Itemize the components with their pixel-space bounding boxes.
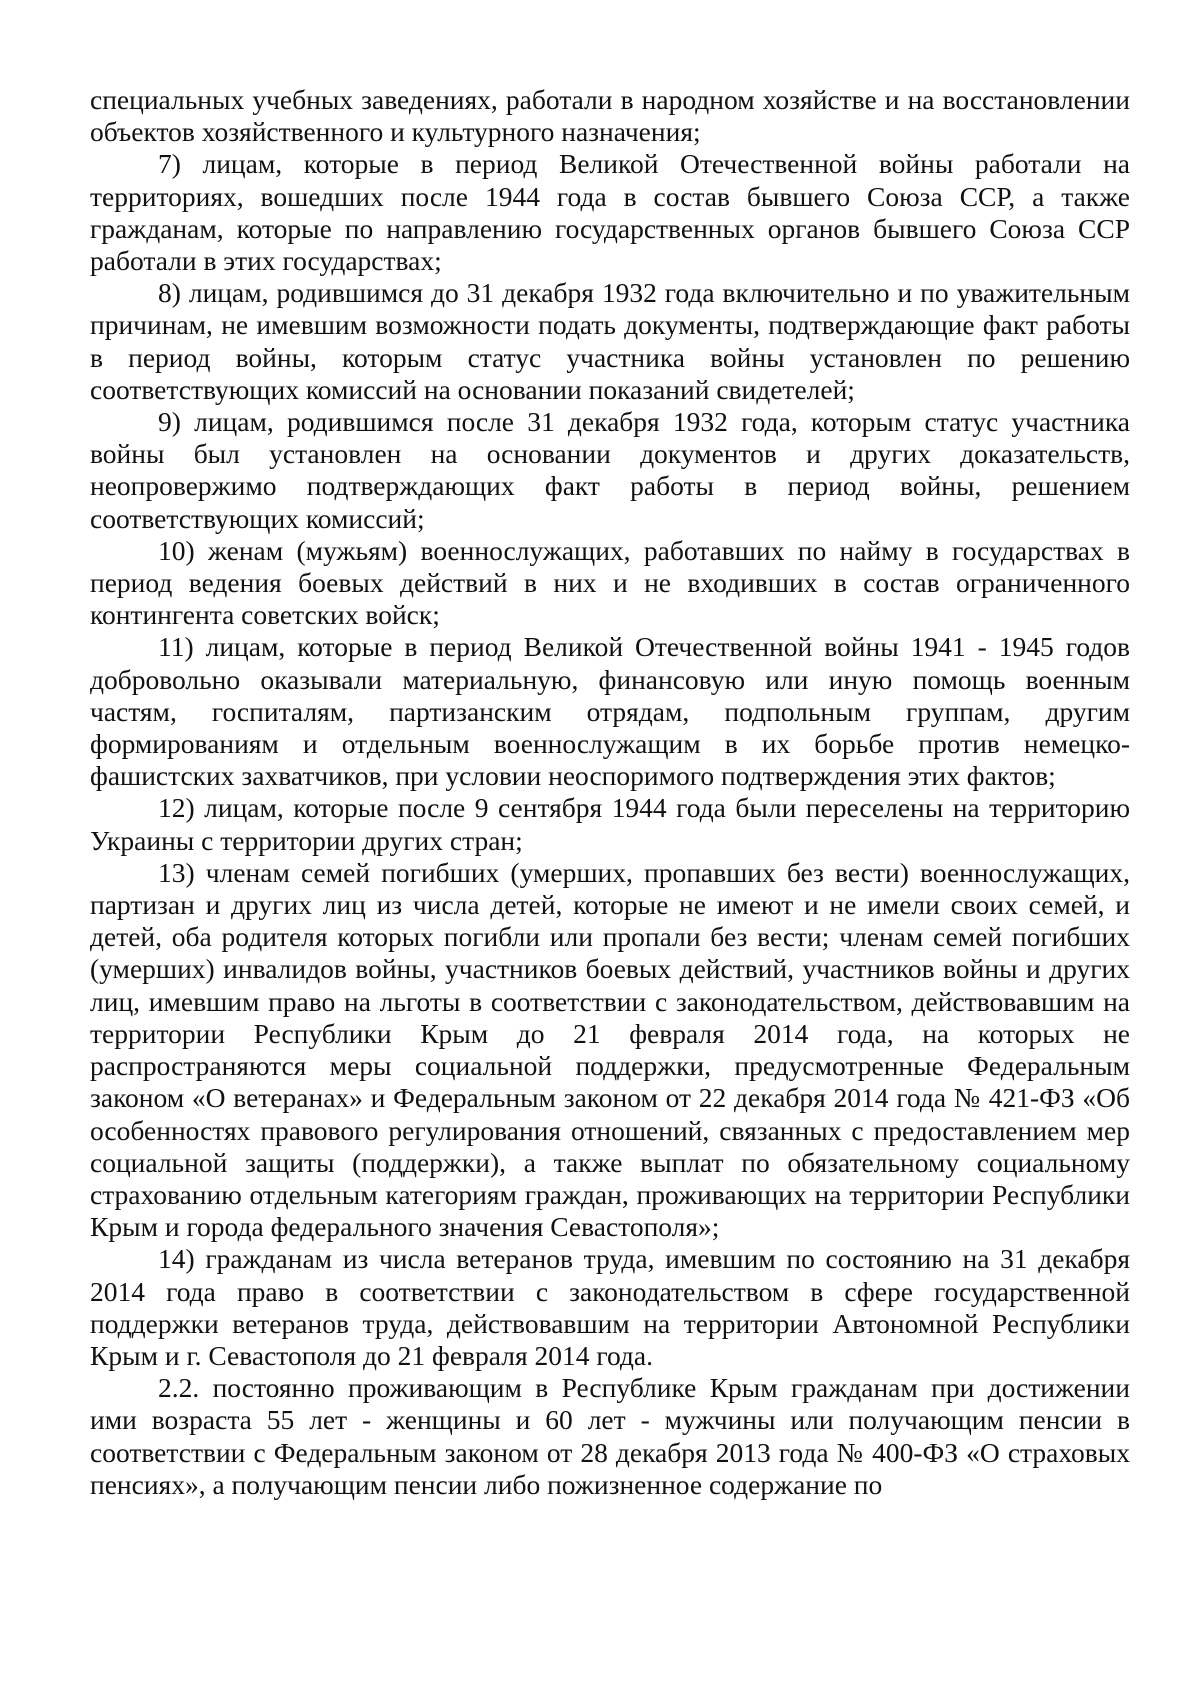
paragraph-continuation: специальных учебных заведениях, работали в народном хозяйстве и на восстановлении объектов хозяйственного и культурного назначения; <box>90 84 1130 148</box>
paragraph-item-12: 12) лицам, которые после 9 сентября 1944 года были переселены на территорию Украины с территории других стран; <box>90 792 1130 856</box>
paragraph-item-13: 13) членам семей погибших (умерших, пропавших без вести) военнослужащих, партизан и других лиц из числа детей, которые не имеют и не имели своих семей, и детей, оба родителя которых погибли или пропали без вести; членам семей погибших (умерших) инвалидов войны, участников боевых действий, участников войны и других лиц, имевшим право на льготы в соответствии с законодательством, действовавшим на территории Республики Крым до 21 февраля 2014 года, на которых не распространяются меры социальной поддержки, предусмотренные Федеральным законом «О ветеранах» и Федеральным законом от 22 декабря 2014 года № 421-ФЗ «Об особенностях правового регулирования отношений, связанных с предоставлением мер социальной защиты (поддержки), а также выплат по обязательному социальному страхованию отдельным категориям граждан, проживающих на территории Республики Крым и города федерального значения Севастополя»; <box>90 856 1130 1243</box>
document-page <box>90 84 1130 1501</box>
paragraph-item-7: 7) лицам, которые в период Великой Отечественной войны работали на территориях, вошедших после 1944 года в состав бывшего Союза ССР, а также гражданам, которые по направлению государственных органов бывшего Союза ССР работали в этих государствах; <box>90 148 1130 277</box>
paragraph-section-2-2: 2.2. постоянно проживающим в Республике Крым гражданам при достижении ими возраста 55 лет - женщины и 60 лет - мужчины или получающим пенсии в соответствии с Федеральным законом от 28 декабря 2013 года № 400-ФЗ «О страховых пенсиях», а получающим пенсии либо пожизненное содержание по <box>90 1372 1130 1500</box>
paragraph-item-9: 9) лицам, родившимся после 31 декабря 1932 года, которым статус участника войны был установлен на основании документов и других доказательств, неопровержимо подтверждающих факт работы в период войны, решением соответствующих комиссий; <box>90 406 1130 534</box>
paragraph-item-10: 10) женам (мужьям) военнослужащих, работавших по найму в государствах в период ведения боевых действий в них и не входивших в состав ограниченного контингента советских войск; <box>90 534 1130 631</box>
paragraph-item-14: 14) гражданам из числа ветеранов труда, имевшим по состоянию на 31 декабря 2014 года право в соответствии с законодательством в сфере государственной поддержки ветеранов труда, действовавшим на территории Автономной Республики Крым и г. Севастополя до 21 февраля 2014 года. <box>90 1243 1130 1371</box>
paragraph-item-8: 8) лицам, родившимся до 31 декабря 1932 года включительно и по уважительным причинам, не имевшим возможности подать документы, подтверждающие факт работы в период войны, которым статус участника войны установлен по решению соответствующих комиссий на основании показаний свидетелей; <box>90 277 1130 405</box>
paragraph-item-11: 11) лицам, которые в период Великой Отечественной войны 1941 - 1945 годов добровольно оказывали материальную, финансовую или иную помощь военным частям, госпиталям, партизанским отрядам, подпольным группам, другим формированиям и отдельным военнослужащим в их борьбе против немецко-фашистских захватчиков, при условии неоспоримого подтверждения этих фактов; <box>90 631 1130 792</box>
